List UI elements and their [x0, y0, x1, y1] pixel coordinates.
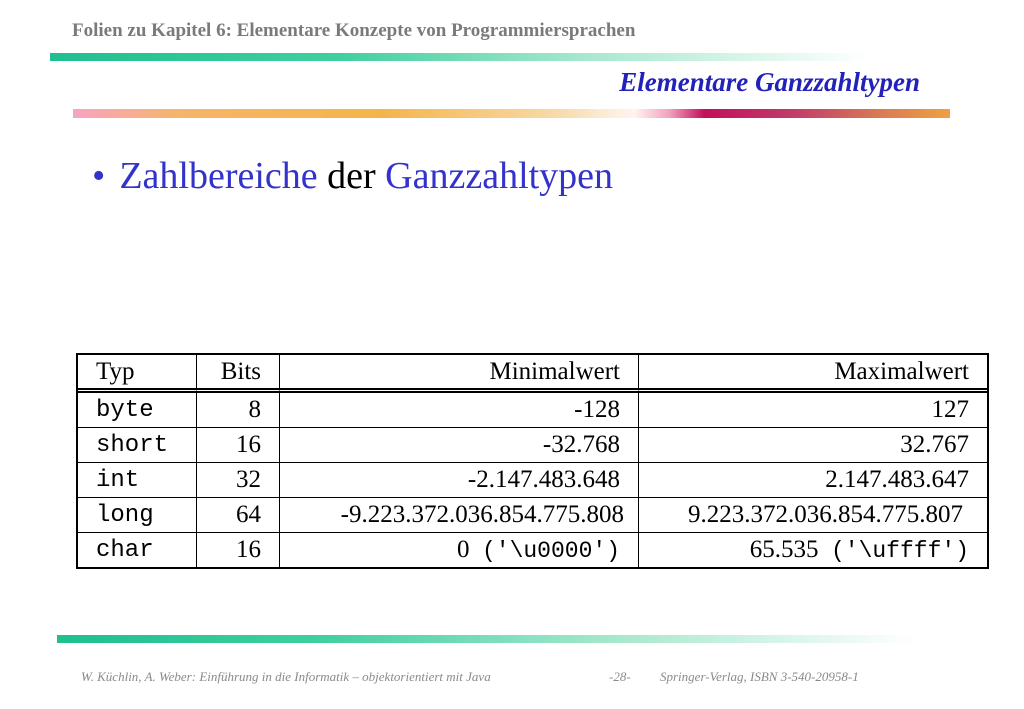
cell-max-value: 127 [931, 396, 969, 423]
cell-max [639, 428, 987, 463]
cell-min [280, 498, 639, 533]
table-row [78, 463, 987, 498]
cell-bits: 64 [197, 498, 280, 533]
footer-page-number: -28- [609, 669, 631, 684]
cell-max-value: 2.147.483.647 [825, 466, 969, 493]
table-wrap [76, 353, 989, 575]
cell-min [280, 393, 639, 428]
color-rule [73, 109, 950, 118]
cell-min [280, 463, 639, 498]
footer-left: W. Küchlin, A. Weber: Einführung in die Informatik – objektorientiert mit Java [81, 669, 491, 684]
cell-type: char [78, 533, 197, 567]
cell-min-value: -32.768 [542, 431, 620, 458]
table-header-row [78, 355, 987, 393]
cell-max [639, 463, 987, 498]
bullet-line [92, 154, 613, 198]
table-row [78, 498, 987, 533]
bullet-text-zahlbereiche: Zahlbereiche [119, 155, 318, 197]
header-typ: Typ [78, 355, 197, 393]
slide-title: Elementare Ganzzahltypen [619, 67, 920, 97]
cell-type: long [78, 498, 197, 533]
cell-type: int [78, 463, 197, 498]
cell-type: short [78, 428, 197, 463]
integer-range-table [76, 353, 989, 569]
cell-max-code: ('\uffff') [830, 538, 969, 564]
footer-right: Springer-Verlag, ISBN 3-540-20958-1 [660, 669, 859, 684]
cell-min-value: -9.223.372.036.854.775.808 [340, 501, 624, 528]
cell-max [639, 393, 987, 428]
bullet-text-der: der [327, 155, 376, 197]
cell-max [639, 533, 987, 567]
bullet-text-ganzzahltypen: Ganzzahltypen [385, 155, 614, 197]
cell-bits: 16 [197, 428, 280, 463]
table-row [78, 393, 987, 428]
cell-min-code: ('\u0000') [481, 538, 620, 564]
cell-max-value: 32.767 [900, 431, 969, 458]
cell-bits: 32 [197, 463, 280, 498]
cell-max-value: 65.535 [749, 536, 819, 563]
cell-max-value: 9.223.372.036.854.775.807 [688, 501, 963, 528]
cell-min-value: -128 [574, 396, 620, 423]
cell-type: byte [78, 393, 197, 428]
bullet-symbol: • [92, 155, 106, 197]
table-row [78, 533, 987, 567]
bottom-rule [57, 635, 917, 643]
cell-bits: 16 [197, 533, 280, 567]
header-title: Folien zu Kapitel 6: Elementare Konzepte von Programmiersprachen [72, 20, 636, 41]
cell-min-value: 0 [456, 536, 470, 563]
top-rule [50, 53, 870, 61]
header-maximalwert: Maximalwert [639, 355, 987, 393]
cell-max [639, 498, 987, 533]
cell-min [280, 533, 639, 567]
cell-min [280, 428, 639, 463]
cell-bits: 8 [197, 393, 280, 428]
cell-min-value: -2.147.483.648 [467, 466, 620, 493]
header-bits: Bits [197, 355, 280, 393]
header-minimalwert: Minimalwert [280, 355, 639, 393]
table-row [78, 428, 987, 463]
